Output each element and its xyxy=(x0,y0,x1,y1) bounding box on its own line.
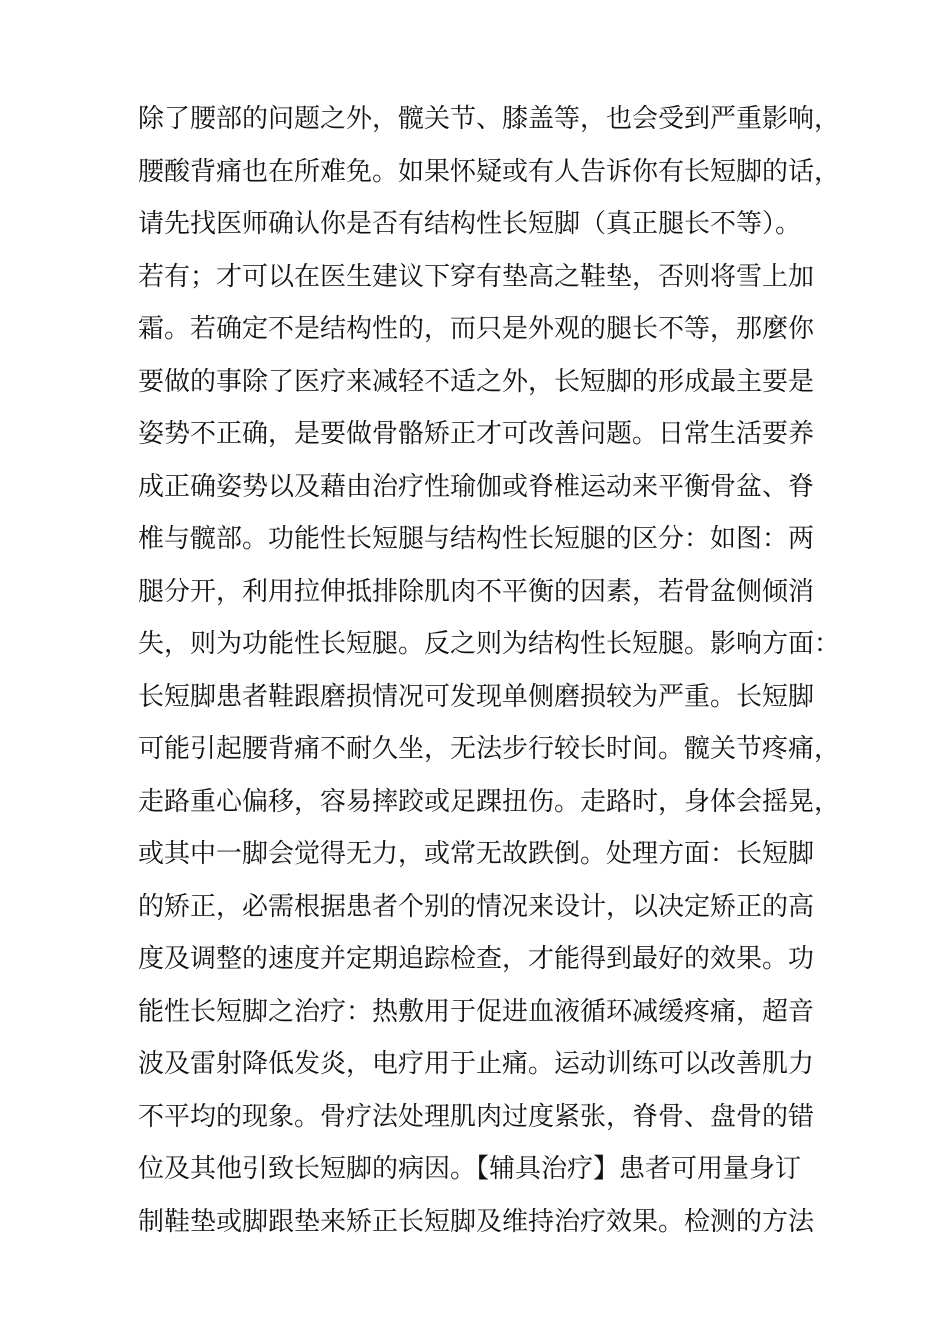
text-line: 腰酸背痛也在所难免。如果怀疑或有人告诉你有长短脚的话， xyxy=(138,156,841,187)
text-line: 霜。若确定不是结构性的，而只是外观的腿长不等，那麼你 xyxy=(138,314,815,344)
text-line: 若有；才可以在医生建议下穿有垫高之鞋垫，否则将雪上加 xyxy=(138,261,815,292)
text-line: 要做的事除了医疗来减轻不适之外，长短脚的形成最主要是 xyxy=(138,366,815,397)
text-line: 请先找医师确认你是否有结构性长短脚（真正腿长不等）。 xyxy=(138,209,802,239)
text-line: 或其中一脚会觉得无力，或常无故跌倒。处理方面：长短脚 xyxy=(138,839,815,869)
text-line: 长短脚患者鞋跟磨损情况可发现单侧磨损较为严重。长短脚 xyxy=(138,681,815,712)
text-line: 度及调整的速度并定期追踪检查，才能得到最好的效果。功 xyxy=(138,944,815,974)
text-line: 的矫正，必需根据患者个别的情况来设计，以决定矫正的高 xyxy=(138,891,815,922)
text-line: 波及雷射降低发炎，电疗用于止痛。运动训练可以改善肌力 xyxy=(138,1049,815,1079)
text-line: 位及其他引致长短脚的病因。【辅具治疗】患者可用量身订 xyxy=(138,1154,802,1184)
text-line: 腿分开，利用拉伸抵排除肌肉不平衡的因素，若骨盆侧倾消 xyxy=(138,576,815,607)
text-line: 姿势不正确，是要做骨骼矫正才可改善问题。日常生活要养 xyxy=(138,419,815,449)
text-line: 除了腰部的问题之外，髋关节、膝盖等，也会受到严重影响， xyxy=(138,104,841,134)
text-line: 能性长短脚之治疗：热敷用于促进血液循环减缓疼痛，超音 xyxy=(138,996,815,1027)
text-line: 制鞋垫或脚跟垫来矫正长短脚及维持治疗效果。检测的方法 xyxy=(138,1206,815,1237)
text-line: 可能引起腰背痛不耐久坐，无法步行较长时间。髋关节疼痛， xyxy=(138,734,841,764)
text-line: 走路重心偏移，容易摔跤或足踝扭伤。走路时，身体会摇晃， xyxy=(138,786,841,817)
body-paragraph xyxy=(138,93,841,1248)
text-line: 不平均的现象。骨疗法处理肌肉过度紧张，脊骨、盘骨的错 xyxy=(138,1101,815,1132)
text-line: 成正确姿势以及藉由治疗性瑜伽或脊椎运动来平衡骨盆、脊 xyxy=(138,471,815,502)
text-line: 失，则为功能性长短腿。反之则为结构性长短腿。影响方面： xyxy=(138,629,841,659)
text-line: 椎与髋部。功能性长短腿与结构性长短腿的区分：如图：两 xyxy=(138,524,815,554)
